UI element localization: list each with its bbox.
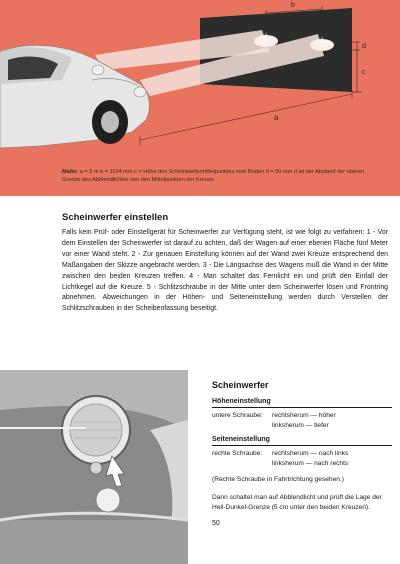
- caption-lead: Maße:: [62, 169, 79, 175]
- diagram-illustration: [0, 0, 400, 196]
- label-b: b: [291, 2, 295, 9]
- diagram-caption: [62, 168, 382, 184]
- side-row: [212, 449, 392, 459]
- side-row-key: [212, 459, 272, 469]
- headlight-spec-panel: [212, 380, 392, 513]
- side-row-value: linksherum — nach rechts: [272, 460, 349, 467]
- spec-final-instruction: Dann schaltet man auf Abblendlicht und prüft die Lage der Hell-Dunkel-Grenze (5 cm unter den beiden Kreuzen).: [212, 494, 382, 512]
- headlight-photo-illustration: [0, 370, 188, 564]
- label-a: a: [274, 113, 279, 122]
- height-row: [212, 421, 392, 431]
- dimension-a: [140, 90, 352, 146]
- side-row-value: rechtsherum — nach links: [272, 450, 349, 457]
- height-row-value: linksherum — tiefer: [272, 422, 329, 429]
- height-adjust-title: Höheneinstellung: [212, 398, 392, 408]
- headlight-photo: [0, 370, 188, 564]
- page-number: 50: [212, 520, 220, 527]
- section-title: Scheinwerfer einstellen: [62, 212, 169, 223]
- height-row-key: untere Schraube:: [212, 412, 263, 419]
- height-row-value: rechtsherum — höher: [272, 412, 336, 419]
- spec-note: (Rechte Schraube in Fahrtrichtung gesehen.): [212, 476, 344, 483]
- label-d: d: [362, 43, 366, 50]
- side-row: [212, 459, 392, 469]
- label-c: c: [362, 69, 366, 76]
- section-body: Falls kein Prüf- oder Einstellgerät für Scheinwerfer zur Verfügung steht, ist wie folgt zu verfahren: 1 - Vor dem Einstellen der Scheinwerfer ist darauf zu achten, daß der Wagen auf einer ebenen Fläche fünf Meter vor einer Wand steht. 2 - Zur genauen Einstellung können auf der Wand zwei Kreuze entsprechend den Maßangaben der Skizze angebracht werden. 3 - Die Längsachse des Wagens muß die Wand in der Mitte zwischen den beiden Kreuzen treffen. 4 - Man schaltet das Fernlicht ein und prüft den Einfall der Lichtkegel auf die Kreuze. 5 - Schlitzschraube in der Mitte unter dem Scheinwerfer lösen und Frontring abnehmen. Abweichungen in der Höhen- und Seiteneinstellung werden durch Verstellen der Schlitzschrauben in der Scheibenfassung beseitigt.: [62, 229, 388, 313]
- caption-text: a = 5 m b = 1104 mm c = Höhe des Scheinwerfermittelpunktes vom Boden d = 50 mm d ist der Abstand der oberen Grenze des Abblendlichtes von den Mittelpunkten der Kreuze: [62, 169, 365, 183]
- side-adjust-title: Seiteneinstellung: [212, 436, 392, 446]
- headlight-aim-diagram: [0, 0, 400, 196]
- dimension-c-d: [352, 42, 362, 92]
- spec-title: Scheinwerfer: [212, 380, 269, 390]
- height-row: [212, 411, 392, 421]
- side-row-key: rechte Schraube:: [212, 450, 263, 457]
- height-row-key: [212, 421, 272, 431]
